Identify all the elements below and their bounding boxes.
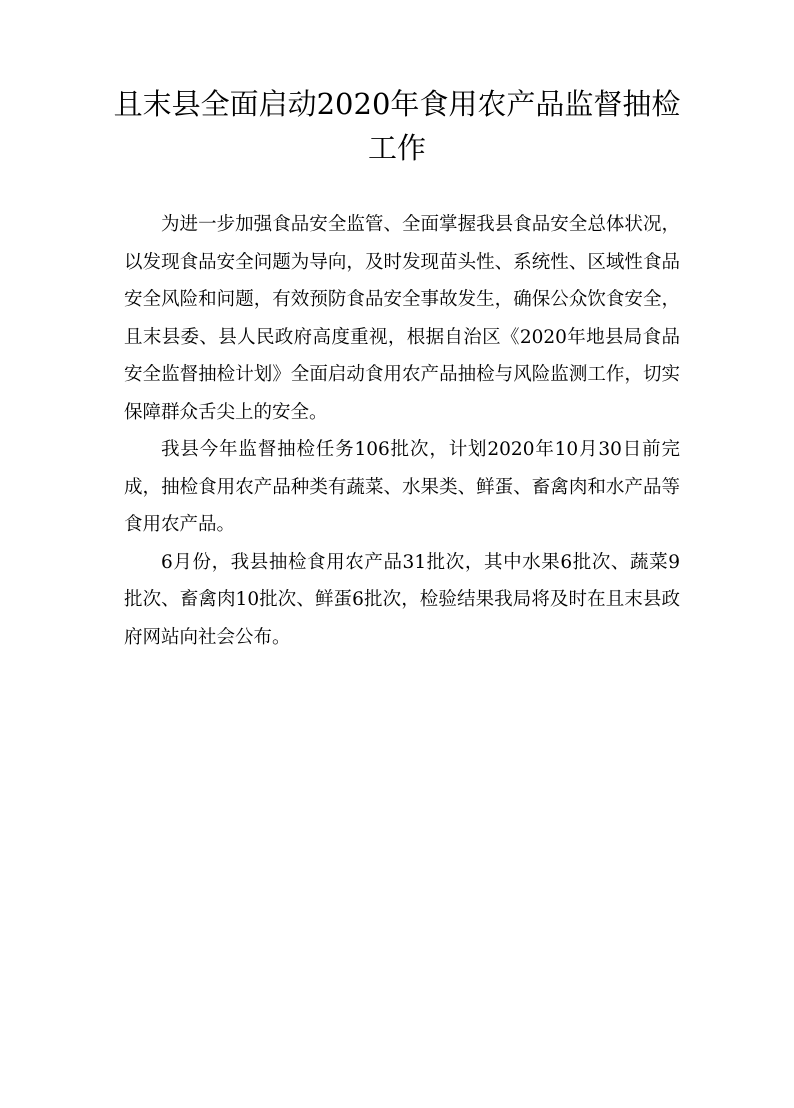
document-title: 且末县全面启动2020年食用农产品监督抽检工作 (113, 87, 681, 165)
document-body (124, 206, 680, 656)
paragraph-1: 为进一步加强食品安全监管、全面掌握我县食品安全总体状况，以发现食品安全问题为导向，及时发现苗头性、系统性、区域性食品安全风险和问题，有效预防食品安全事故发生，确保公众饮食安全，且末县委、县人民政府高度重视，根据自治区《2020年地县局食品安全监督抽检计划》全面启动食用农产品抽检与风险监测工作，切实保障群众舌尖上的安全。 (124, 214, 680, 423)
paragraph-3: 6月份，我县抽检食用农产品31批次，其中水果6批次、蔬菜9批次、畜禽肉10批次、鲜蛋6批次，检验结果我局将及时在且末县政府网站向社会公布。 (124, 551, 680, 648)
paragraph-2: 我县今年监督抽检任务106批次，计划2020年10月30日前完成，抽检食用农产品种类有蔬菜、水果类、鲜蛋、畜禽肉和水产品等食用农产品。 (124, 439, 680, 535)
